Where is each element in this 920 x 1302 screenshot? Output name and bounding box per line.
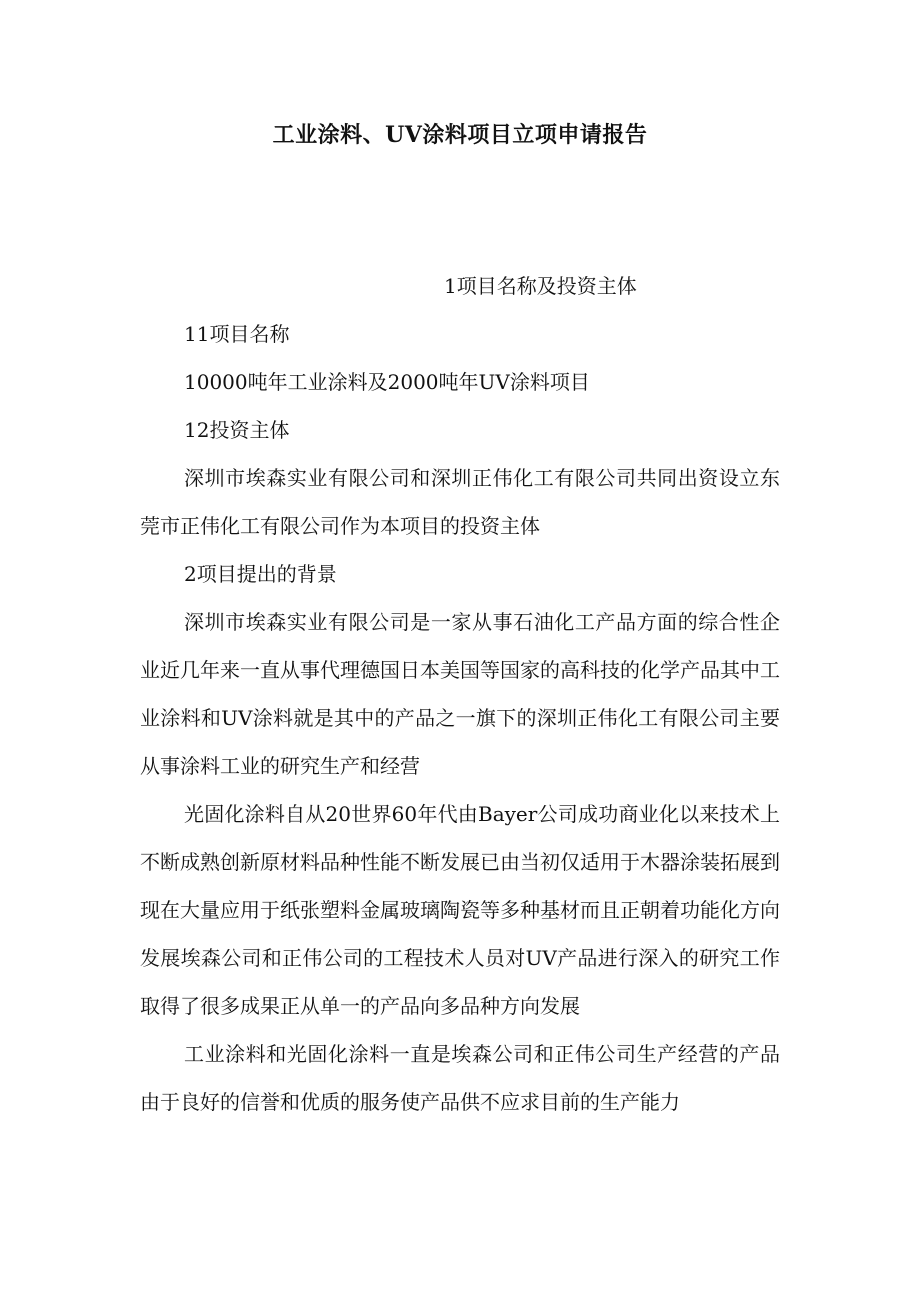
background-paragraph-3: 工业涂料和光固化涂料一直是埃森公司和正伟公司生产经营的产品由于良好的信誉和优质的服务使产品供不应求目前的生产能力 (140, 1042, 780, 1114)
section-1-heading: 1项目名称及投资主体 (444, 274, 637, 298)
background-paragraph-2: 光固化涂料自从20世界60年代由Bayer公司成功商业化以来技术上不断成熟创新原材料品种性能不断发展已由当初仅适用于木器涂装拓展到现在大量应用于纸张塑料金属玻璃陶瓷等多种基材而且正朝着功能化方向发展埃森公司和正伟公司的工程技术人员对UV产品进行深入的研究工作取得了很多成果正从单一的产品向多品种方向发展 (140, 802, 780, 1018)
investor-text: 深圳市埃森实业有限公司和深圳正伟化工有限公司共同出资设立东莞市正伟化工有限公司作为本项目的投资主体 (140, 466, 780, 538)
section-1-1-heading: 11项目名称 (184, 322, 290, 346)
background-paragraph-1: 深圳市埃森实业有限公司是一家从事石油化工产品方面的综合性企业近几年来一直从事代理德国日本美国等国家的高科技的化学产品其中工业涂料和UV涂料就是其中的产品之一旗下的深圳正伟化工有限公司主要从事涂料工业的研究生产和经营 (140, 610, 780, 778)
section-2-heading: 2项目提出的背景 (184, 562, 337, 586)
document-title: 工业涂料、UV涂料项目立项申请报告 (272, 122, 648, 148)
project-name-text: 10000吨年工业涂料及2000吨年UV涂料项目 (184, 370, 590, 394)
section-1-2-heading: 12投资主体 (184, 418, 290, 442)
document-body (140, 262, 780, 1126)
